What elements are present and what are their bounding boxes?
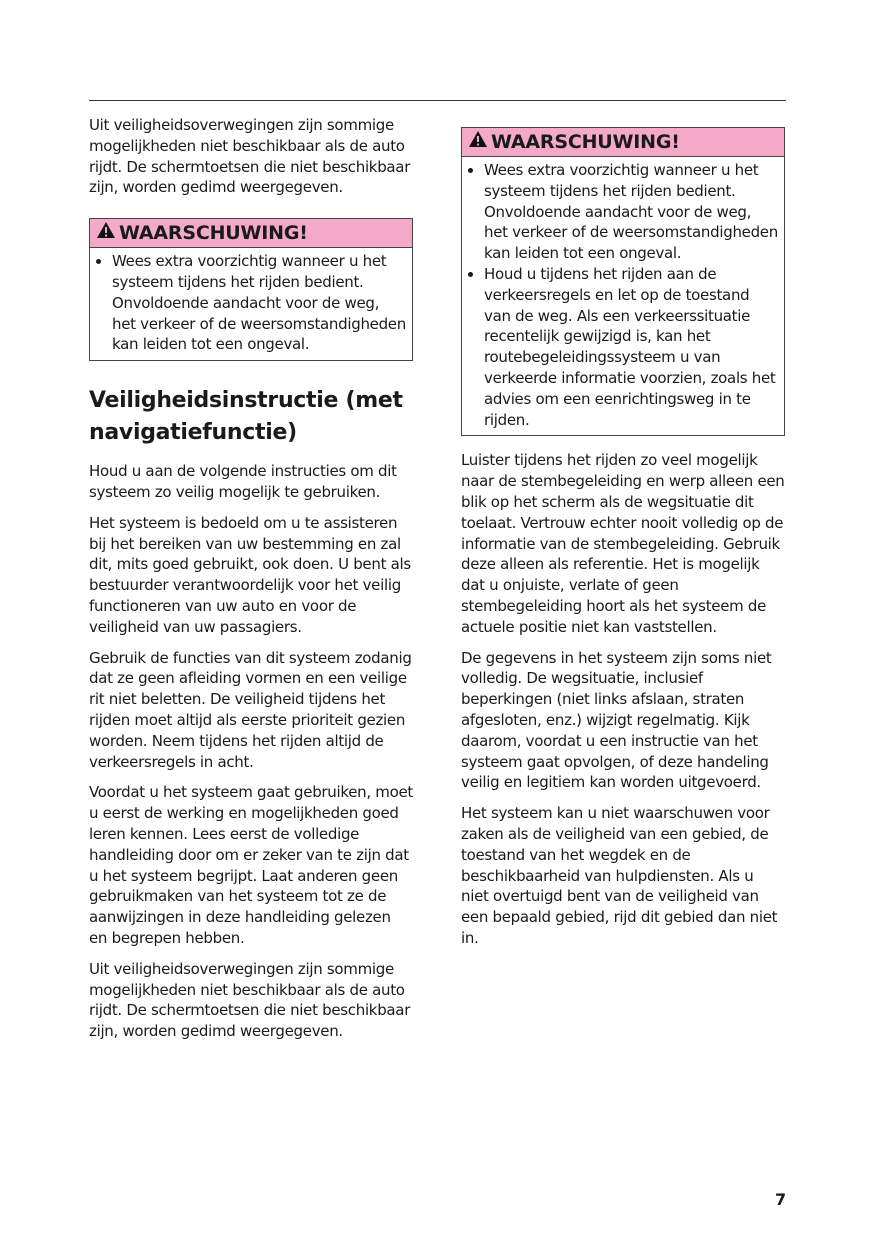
warning-header: [462, 128, 784, 157]
paragraph: Gebruik de functies van dit systeem zodanig dat ze geen afleiding vormen en een veilige rit niet beletten. De veiligheid tijdens het rijden moet altijd als eerste prioriteit gezien worden. Neem tijdens het rijden altijd de verkeersregels in acht.: [89, 648, 412, 771]
section-heading: Veiligheidsinstructie (met navigatiefunctie): [89, 388, 403, 446]
warning-item: • Houd u tijdens het rijden aan de verkeersregels en let op de toestand van de weg. Als een verkeerssituatie recentelijk gewijzigd is, kan het routebegeleidingssysteem u van verkeerde informatie voorzien, zoals het advies om een eenrichtingsweg in te rijden.: [484, 264, 778, 430]
warning-item: • Wees extra voorzichtig wanneer u het systeem tijdens het rijden bedient. Onvoldoende aandacht voor de weg, het verkeer of de weersomstandigheden kan leiden tot een ongeval.: [484, 160, 778, 264]
warning-header: [90, 219, 412, 248]
left-column: [89, 115, 413, 1052]
paragraph: Uit veiligheidsoverwegingen zijn sommige mogelijkheden niet beschikbaar als de auto rijdt. De schermtoetsen die niet beschikbaar zijn, worden gedimd weergegeven.: [89, 959, 411, 1041]
warning-triangle-icon: [468, 130, 488, 154]
paragraph: Voordat u het systeem gaat gebruiken, moet u eerst de werking en mogelijkheden goed leren kennen. Lees eerst de volledige handleiding door om er zeker van te zijn dat u het systeem begrijpt. Laat anderen geen gebruikmaken van het systeem tot ze de aanwijzingen in deze handleiding gelezen en begrepen hebben.: [89, 783, 413, 947]
warning-triangle-icon: [96, 221, 116, 245]
paragraph: Het systeem is bedoeld om u te assisteren bij het bereiken van uw bestemming en zal dit, mits goed gebruikt, ook doen. U bent als bestuurder verantwoordelijk voor het veilig functioneren van uw auto en voor de veiligheid van uw passagiers.: [89, 513, 411, 636]
paragraph: Houd u aan de volgende instructies om dit systeem zo veilig mogelijk te gebruiken.: [89, 462, 397, 501]
warning-box: [461, 127, 785, 436]
warning-title: WAARSCHUWING!: [119, 222, 308, 245]
warning-item: • Wees extra voorzichtig wanneer u het systeem tijdens het rijden bedient. Onvoldoende aandacht voor de weg, het verkeer of de weersomstandigheden kan leiden tot een ongeval.: [112, 251, 406, 355]
warning-box: [89, 218, 413, 361]
paragraph: Het systeem kan u niet waarschuwen voor zaken als de veiligheid van een gebied, de toestand van het wegdek en de beschikbaarheid van hulpdiensten. Als u niet overtuigd bent van de veiligheid van een bepaald gebied, rijd dit gebied dan niet in.: [461, 804, 778, 947]
warning-title: WAARSCHUWING!: [491, 131, 680, 153]
page-number: 7: [775, 1190, 787, 1209]
top-rule: [89, 100, 786, 101]
paragraph: Luister tijdens het rijden zo veel mogelijk naar de stembegeleiding en werp alleen een blik op het scherm als de wegsituatie dit toelaat. Vertrouw echter nooit volledig op de informatie van de stembegeleiding. Gebruik deze alleen als referentie. Het is mogelijk dat u onjuiste, verlate of geen stembegeleiding hoort als het systeem de actuele positie niet kan vaststellen.: [461, 451, 785, 636]
intro-paragraph: Uit veiligheidsoverwegingen zijn sommige mogelijkheden niet beschikbaar als de auto rijdt. De schermtoetsen die niet beschikbaar zijn, worden gedimd weergegeven.: [89, 116, 411, 197]
right-column: [461, 127, 785, 959]
paragraph: De gegevens in het systeem zijn soms niet volledig. De wegsituatie, inclusief beperkingen (niet links afslaan, straten afgesloten, enz.) wijzigt regelmatig. Kijk daarom, voordat u een instructie van het systeem gaat opvolgen, of deze handeling veilig en legitiem kan worden uitgevoerd.: [461, 648, 772, 792]
